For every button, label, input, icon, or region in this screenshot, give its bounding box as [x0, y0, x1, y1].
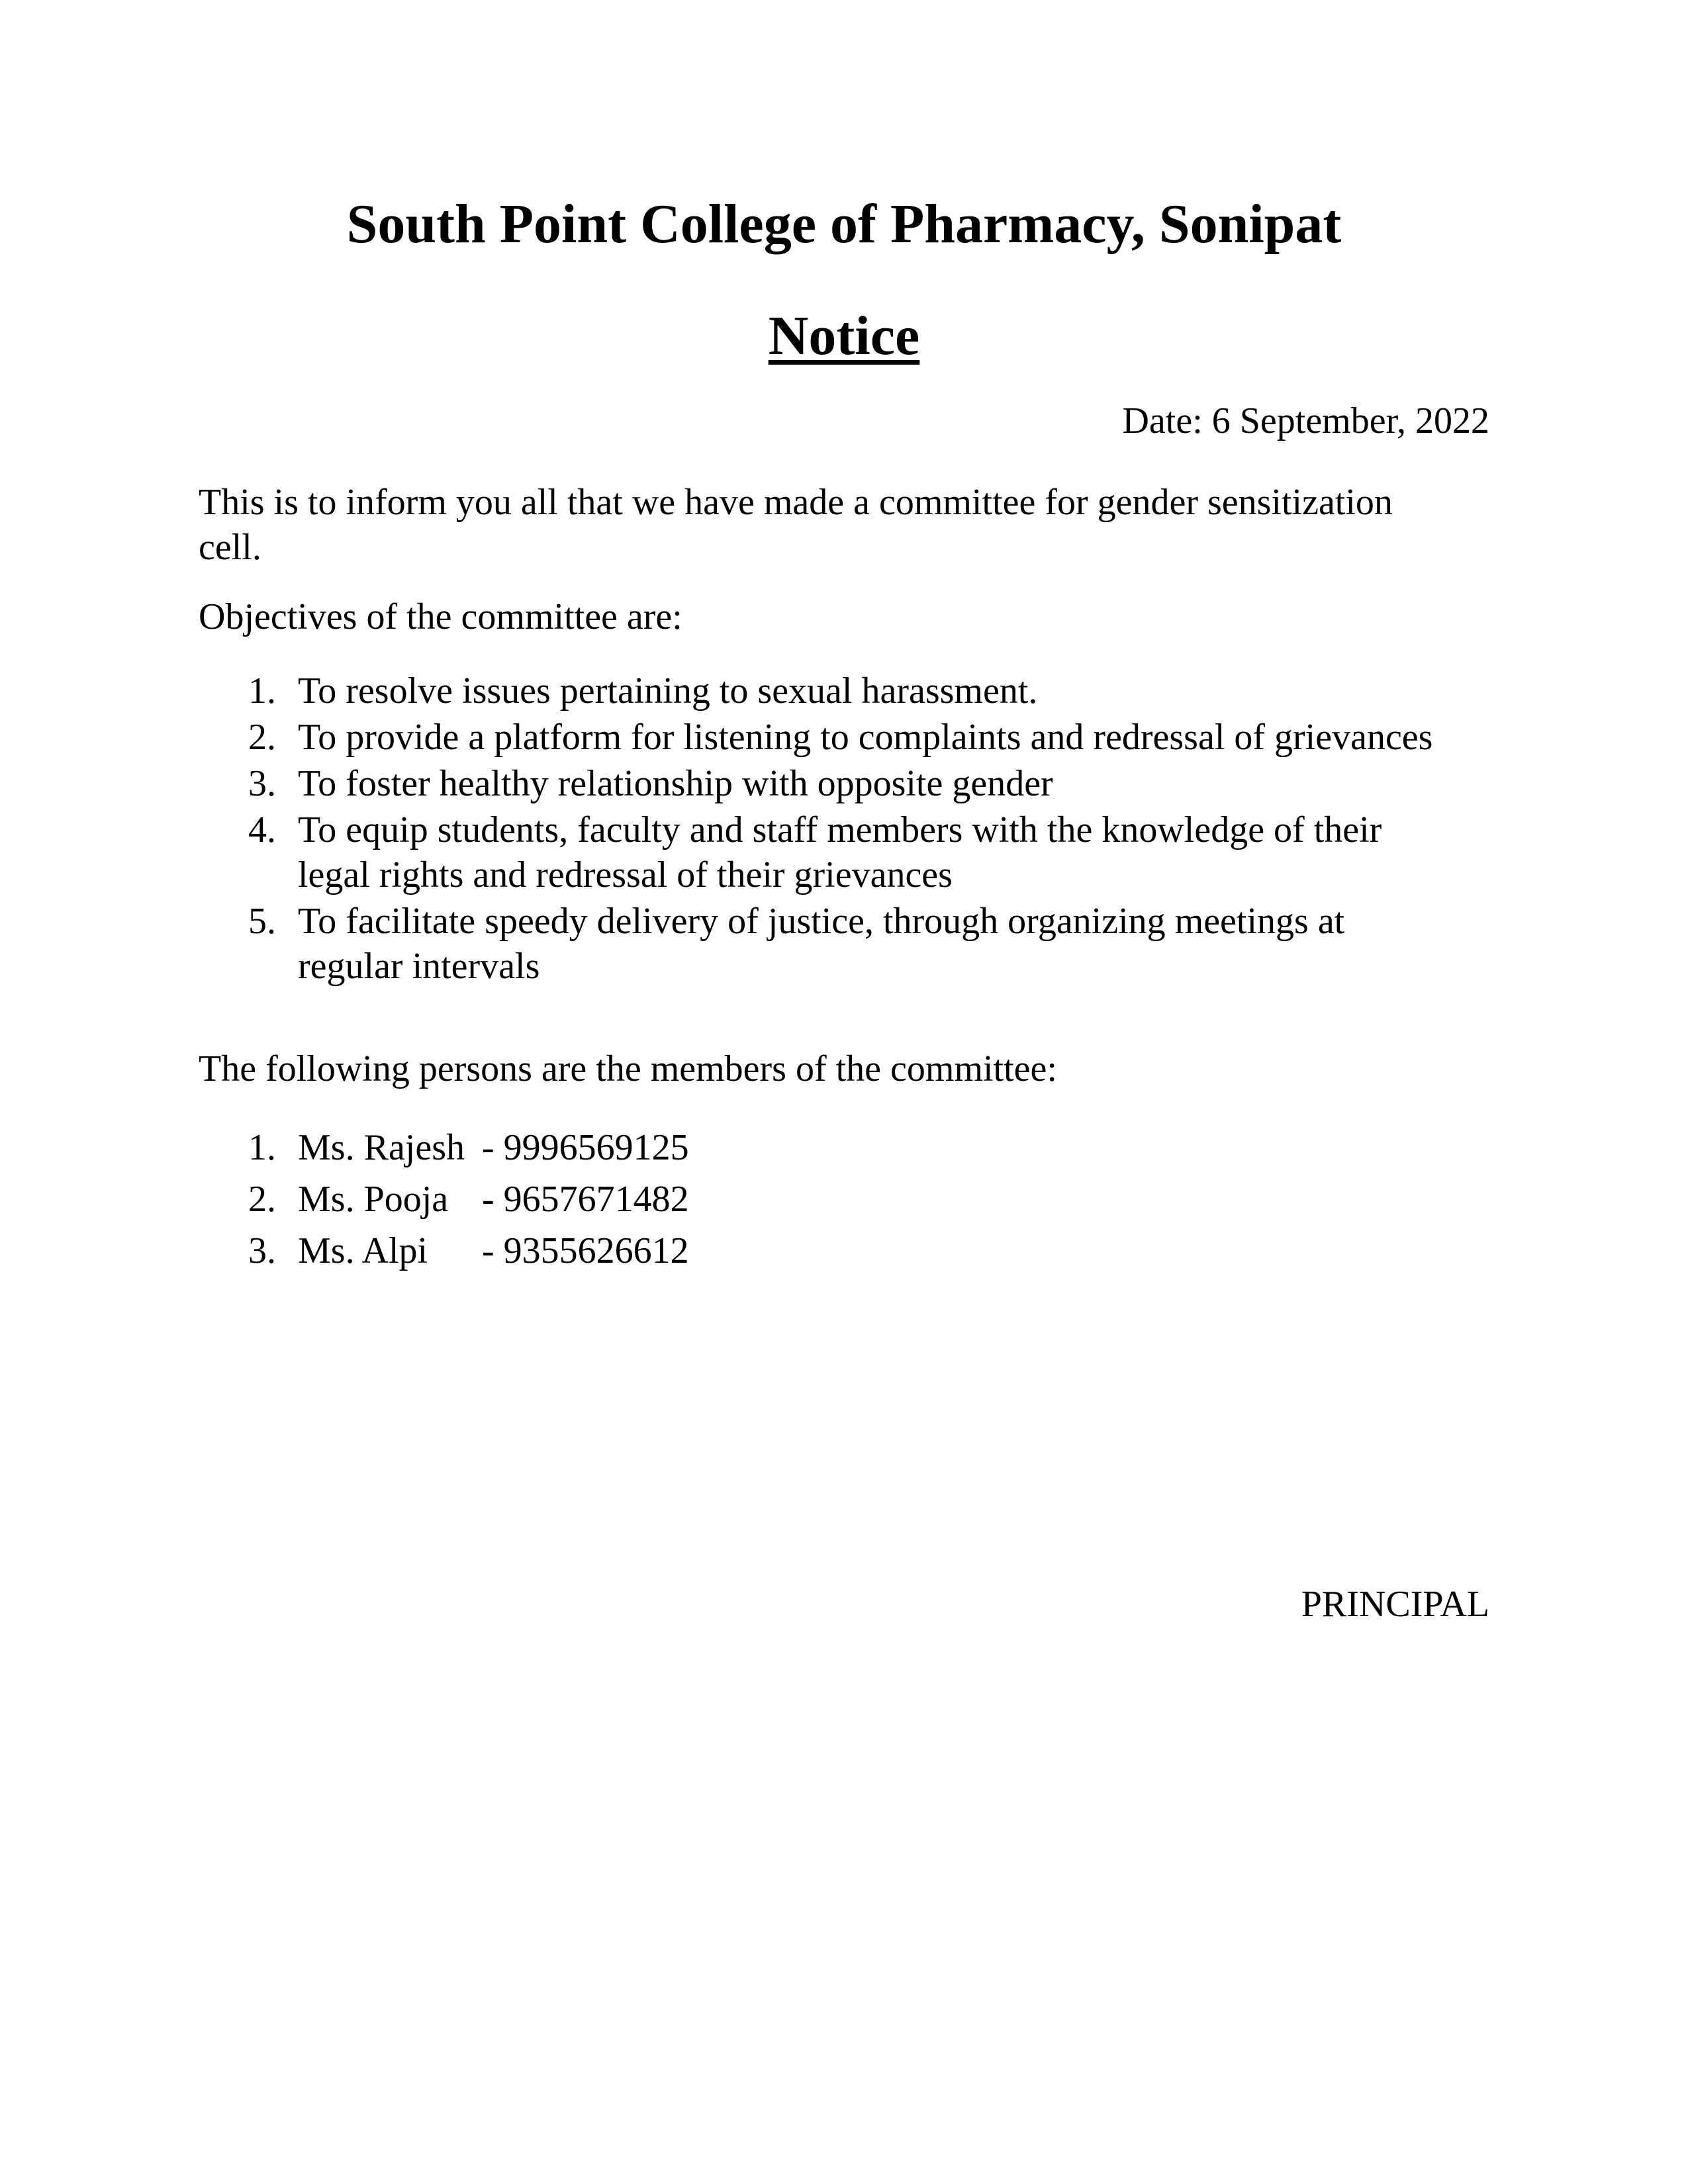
members-list [199, 1125, 1489, 1273]
objective-text: To facilitate speedy delivery of justice, through organizing meetings at [298, 901, 1345, 942]
member-phone: 9355626612 [503, 1230, 689, 1271]
member-separator: - [482, 1230, 494, 1271]
member-name: Ms. Rajesh [298, 1127, 465, 1168]
intro-paragraph [199, 480, 1489, 570]
member-phone: 9657671482 [503, 1179, 689, 1220]
members-lead: The following persons are the members of the committee: [199, 1048, 1057, 1089]
member-separator: - [482, 1127, 494, 1168]
objectives-lead: Objectives of the committee are: [199, 596, 682, 637]
member-name: Ms. Alpi [298, 1230, 428, 1271]
objective-item [199, 668, 1489, 713]
member-phone: 9996569125 [503, 1127, 689, 1168]
objective-item [199, 899, 1489, 989]
objective-item [199, 761, 1489, 806]
objective-text: To foster healthy relationship with opposite gender [298, 763, 1053, 804]
objectives-list [199, 668, 1489, 989]
college-name-title: South Point College of Pharmacy, Sonipat [346, 193, 1342, 255]
list-number: 3. [248, 763, 276, 804]
intro-line: cell. [199, 527, 261, 568]
member-name: Ms. Pooja [298, 1179, 449, 1220]
member-item [199, 1125, 1489, 1170]
list-number: 2. [248, 717, 276, 758]
member-item [199, 1228, 1489, 1273]
list-number: 5. [248, 901, 276, 942]
list-number: 1. [248, 1127, 276, 1168]
notice-heading [199, 304, 1489, 368]
objective-item [199, 715, 1489, 760]
date-line: Date: 6 September, 2022 [1122, 400, 1489, 441]
intro-line: This is to inform you all that we have made a committee for gender sensitization [199, 482, 1393, 523]
objective-text: To equip students, faculty and staff members with the knowledge of their [298, 809, 1382, 850]
list-number: 2. [248, 1179, 276, 1220]
objective-text: regular intervals [298, 946, 540, 987]
notice-heading-text: Notice [768, 305, 920, 367]
list-number: 1. [248, 670, 276, 711]
objective-text: To resolve issues pertaining to sexual harassment. [298, 670, 1038, 711]
list-number: 4. [248, 809, 276, 850]
objective-text: legal rights and redressal of their grievances [298, 854, 953, 895]
member-item [199, 1177, 1489, 1222]
list-number: 3. [248, 1230, 276, 1271]
objective-item [199, 807, 1489, 897]
principal-signature: PRINCIPAL [1301, 1584, 1489, 1625]
objective-text: To provide a platform for listening to complaints and redressal of grievances [298, 717, 1433, 758]
member-separator: - [482, 1179, 494, 1220]
